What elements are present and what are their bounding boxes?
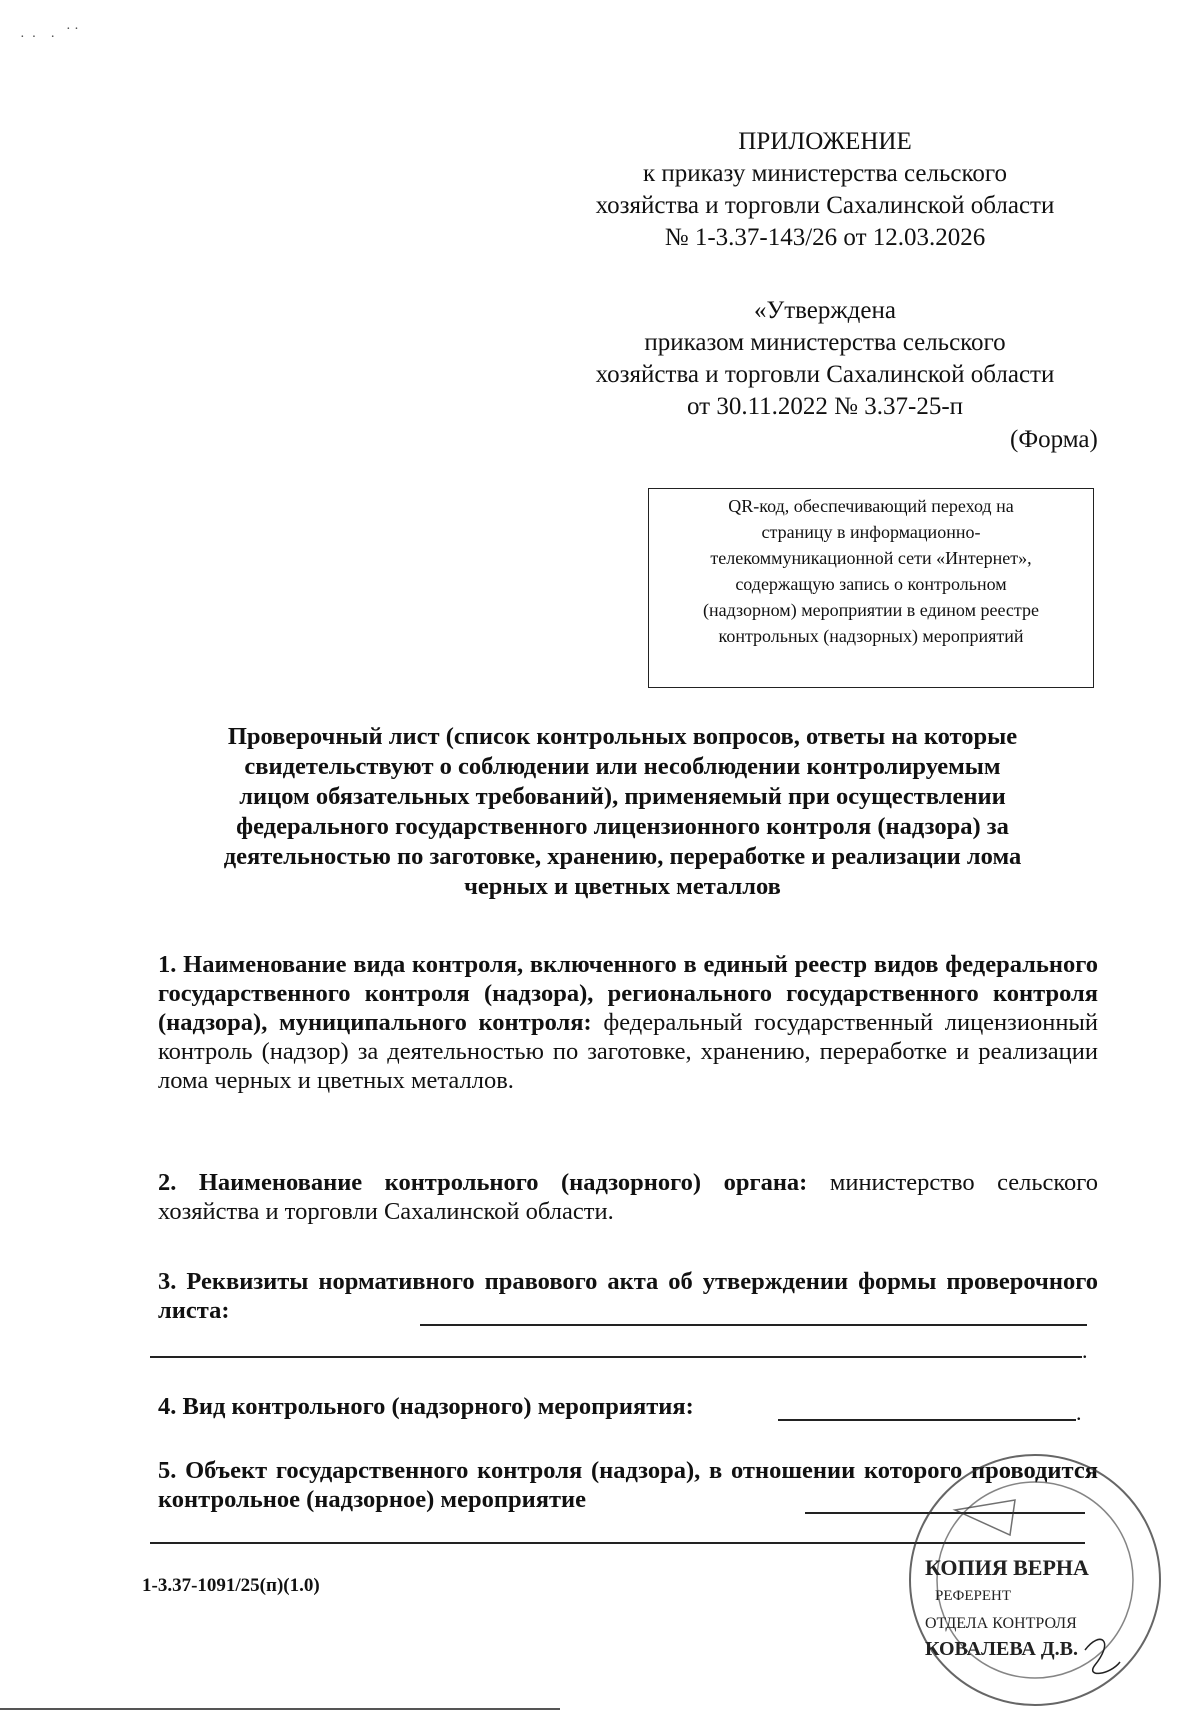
approved-line-1: «Утверждена [754, 297, 896, 324]
item-3-label: 3. Реквизиты нормативного правового акта об утверждении формы проверочного листа: [158, 1268, 1098, 1324]
stamp-text-2: РЕФЕРЕНТ [935, 1588, 1012, 1604]
item-3 [158, 1267, 1098, 1325]
heading-line-2: свидетельствуют о соблюдении или несоблюдении контролируемым [244, 753, 1001, 780]
appendix-header [555, 126, 1095, 254]
qr-line-3: телекоммуникационной сети «Интернет», [710, 548, 1032, 568]
item-3-blank-line-2[interactable] [150, 1356, 1082, 1358]
stamp-text-3: ОТДЕЛА КОНТРОЛЯ [925, 1615, 1077, 1632]
heading-line-6: черных и цветных металлов [464, 873, 781, 900]
scan-specks-2: · · [66, 22, 79, 37]
qr-line-1: QR-код, обеспечивающий переход на [728, 496, 1014, 516]
item-3-period: . [1082, 1338, 1088, 1363]
heading-line-5: деятельностью по заготовке, хранению, переработке и реализации лома [223, 843, 1022, 870]
appendix-line-1: к приказу министерства сельского [642, 160, 1007, 187]
scan-edge-line [0, 1708, 560, 1710]
appendix-line-2: хозяйства и торговли Сахалинской области [595, 192, 1055, 219]
qr-code-placeholder-box [648, 488, 1094, 688]
approved-line-4: от 30.11.2022 № 3.37-25-п [686, 393, 964, 420]
item-4-label: 4. Вид контрольного (надзорного) мероприятия: [158, 1393, 694, 1420]
item-1-value: федеральный государственный лицензионный контроль (надзор) за деятельностью по заготовке, хранению, переработке и реализации лома черных и цветных металлов. [158, 1009, 1098, 1094]
stamp-outer-ring [910, 1455, 1160, 1705]
item-3-blank-line-1[interactable] [420, 1324, 1087, 1326]
stamp-text-4: КОВАЛЕВА Д.В. [925, 1638, 1078, 1660]
approved-block [555, 295, 1095, 423]
approved-line-2: приказом министерства сельского [644, 329, 1006, 356]
item-2-label: 2. Наименование контрольного (надзорного) органа: [158, 1169, 808, 1196]
stamp-signature [1085, 1639, 1120, 1673]
document-code: 1-3.37-1091/25(п)(1.0) [142, 1575, 320, 1596]
heading-line-1: Проверочный лист (список контрольных вопросов, ответы на которые [227, 723, 1018, 750]
item-1-label: 1. Наименование вида контроля, включенного в единый реестр видов федерального государственного контроля (надзора), регионального государственного контроля (надзора), муниципального контроля: [158, 951, 1098, 1036]
heading-line-3: лицом обязательных требований), применяемый при осуществлении [239, 783, 1006, 810]
item-1 [158, 950, 1098, 1095]
item-4-blank-line[interactable] [778, 1419, 1076, 1421]
item-4-period: . [1076, 1400, 1082, 1425]
certified-copy-stamp [885, 1440, 1165, 1715]
stamp-emblem [955, 1500, 1015, 1535]
item-2-value: министерство сельского хозяйства и торговли Сахалинской области. [158, 1169, 1098, 1225]
qr-line-5: (надзорном) мероприятии в едином реестре [703, 600, 1039, 620]
qr-line-6: контрольных (надзорных) мероприятий [718, 626, 1024, 646]
qr-line-4: содержащую запись о контрольном [735, 574, 1007, 594]
stamp-text-1: КОПИЯ ВЕРНА [925, 1555, 1089, 1580]
item-5-label: 5. Объект государственного контроля (надзора), в отношении которого проводится контрольное (надзорное) мероприятие [158, 1457, 1098, 1513]
approved-line-3: хозяйства и торговли Сахалинской области [595, 361, 1055, 388]
item-2 [158, 1168, 1098, 1226]
appendix-title: ПРИЛОЖЕНИЕ [738, 128, 912, 155]
document-heading [150, 722, 1095, 902]
item-4 [158, 1392, 694, 1421]
form-label: (Форма) [1010, 426, 1098, 453]
qr-line-2: страницу в информационно- [761, 522, 981, 542]
heading-line-4: федерального государственного лицензионного контроля (надзора) за [236, 813, 1009, 840]
appendix-line-3: № 1-3.37-143/26 от 12.03.2026 [664, 224, 986, 251]
scan-specks: · · · [20, 30, 55, 45]
